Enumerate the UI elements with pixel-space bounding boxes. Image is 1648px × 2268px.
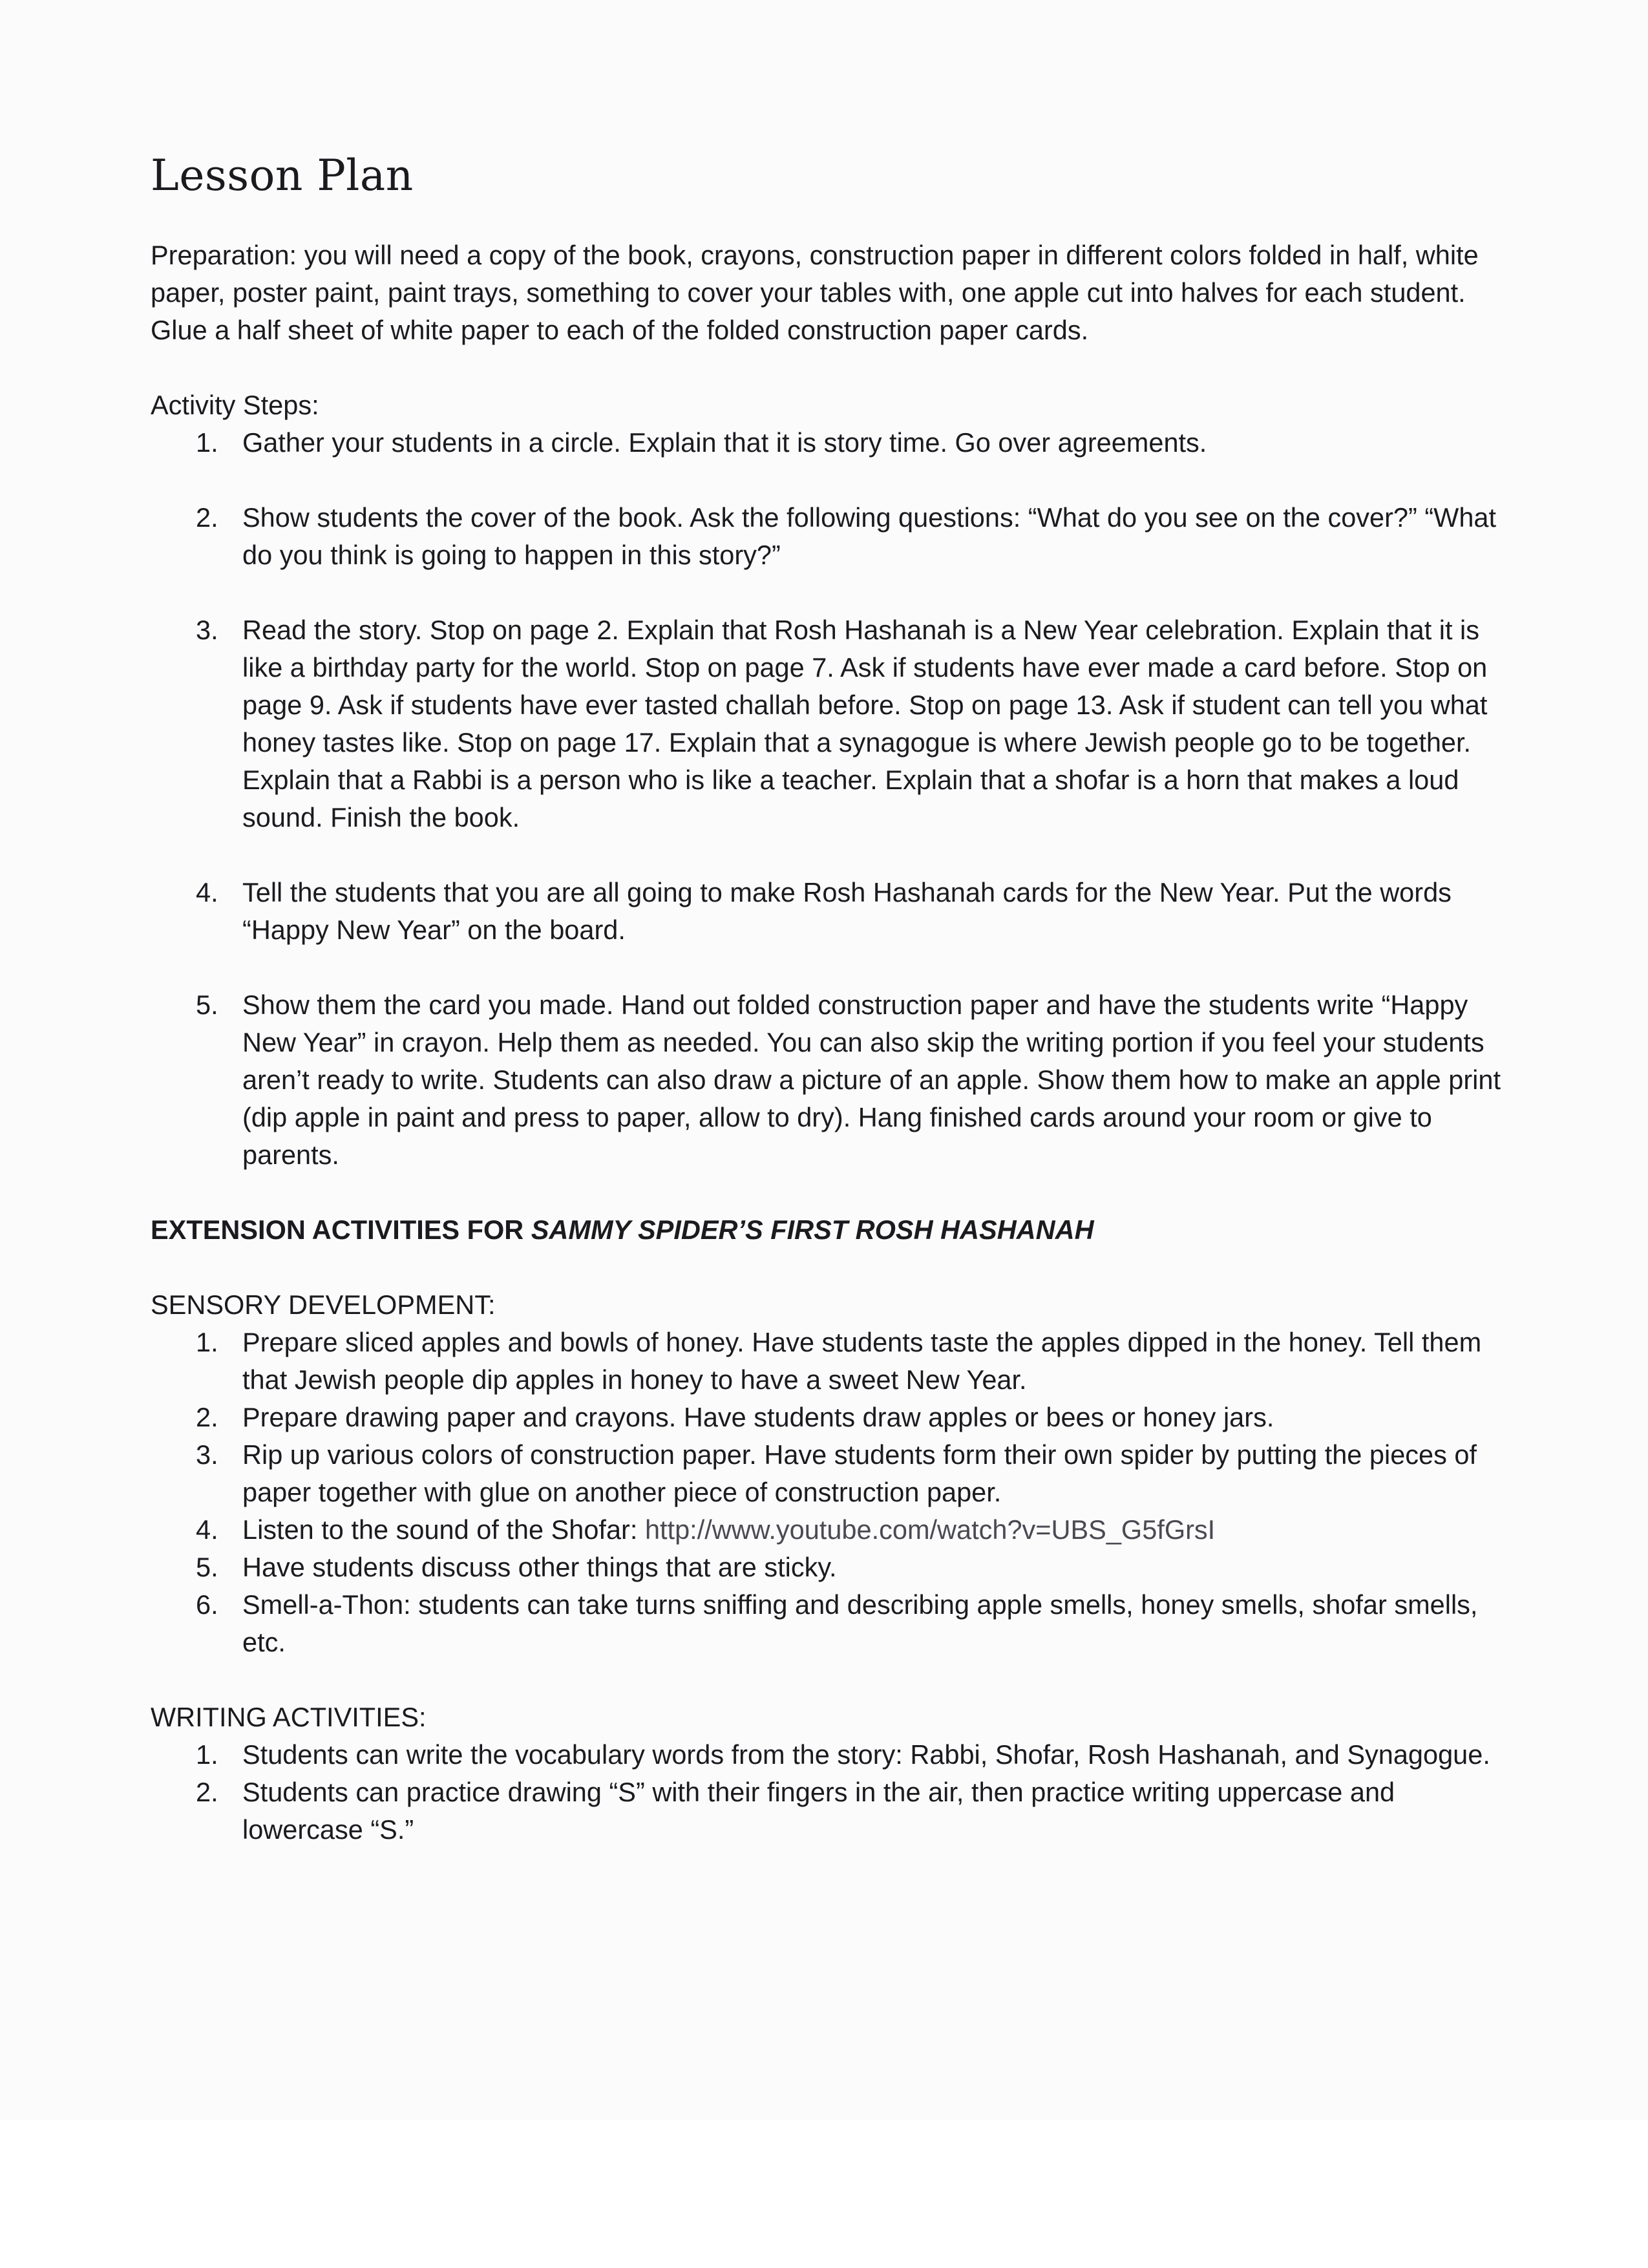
item-number: 5. [196,1552,218,1582]
activity-steps-list [151,424,1514,1174]
item-number: 3. [196,1439,218,1470]
list-item [151,1324,1514,1399]
item-text: Read the story. Stop on page 2. Explain that Rosh Hashanah is a New Year celebration. Explain that it is like a birthday party for the world. Stop on page 7. Ask if students have ever made a card before. Stop on page 9. Ask if students have ever tasted challah before. Stop on page 13. Ask if student can tell you what honey tastes like. Stop on page 17. Explain that a synagogue is where Jewish people go to be together. Explain that a Rabbi is a person who is like a teacher. Explain that a shofar is a horn that makes a loud sound. Finish the book. [242,615,1488,832]
scan-bottom-margin [0,2120,1648,2268]
list-item [151,1436,1514,1511]
item-number: 2. [196,1402,218,1432]
preparation-paragraph: Preparation: you will need a copy of the book, crayons, construction paper in different colors folded in half, white paper, poster paint, paint trays, something to cover your tables with, one apple cut into halves for each student. Glue a half sheet of white paper to each of the folded construction paper cards. [151,240,1479,345]
item-text: Students can write the vocabulary words from the story: Rabbi, Shofar, Rosh Hashanah, and Synagogue. [242,1739,1490,1770]
list-item [151,1774,1514,1849]
list-item [151,986,1514,1174]
list-item [151,1549,1514,1586]
sensory-development-label: SENSORY DEVELOPMENT: [151,1289,496,1320]
shofar-video-link[interactable]: http://www.youtube.com/watch?v=UBS_G5fGrsI [644,1514,1216,1545]
list-item [151,611,1514,836]
item-text: Gather your students in a circle. Explain that it is story time. Go over agreements. [242,427,1207,458]
writing-activities-label: WRITING ACTIVITIES: [151,1702,427,1732]
item-number: 1. [196,427,218,458]
page-title: Lesson Plan [151,151,414,200]
item-text: Prepare sliced apples and bowls of honey. Have students taste the apples dipped in the honey. Tell them that Jewish people dip apples in honey to have a sweet New Year. [242,1327,1482,1395]
extension-heading-prefix: EXTENSION ACTIVITIES FOR [151,1214,531,1245]
lesson-plan-page [151,147,1514,1849]
item-number: 5. [196,990,218,1020]
list-item [151,874,1514,949]
item-number: 2. [196,502,218,533]
list-item [151,424,1514,461]
item-number: 1. [196,1739,218,1770]
item-number: 3. [196,615,218,645]
list-item [151,1586,1514,1661]
writing-activities-list [151,1736,1514,1849]
list-item [151,1736,1514,1774]
item-number: 1. [196,1327,218,1357]
item-text: Rip up various colors of construction paper. Have students form their own spider by putting the pieces of paper together with glue on another piece of construction paper. [242,1439,1477,1507]
item-text: Show students the cover of the book. Ask the following questions: “What do you see on the cover?” “What do you think is going to happen in this story?” [242,502,1497,570]
activity-steps-label: Activity Steps: [151,390,319,420]
item-text: Tell the students that you are all going to make Rosh Hashanah cards for the New Year. Put the words “Happy New Year” on the board. [242,877,1452,945]
sensory-development-list [151,1324,1514,1661]
item-text: Show them the card you made. Hand out folded construction paper and have the students write “Happy New Year” in crayon. Help them as needed. You can also skip the writing portion if you feel your students aren’t ready to write. Students can also draw a picture of an apple. Show them how to make an apple print (dip apple in paint and press to paper, allow to dry). Hang finished cards around your room or give to parents. [242,990,1501,1170]
item-text: Students can practice drawing “S” with their fingers in the air, then practice writing uppercase and lowercase “S.” [242,1777,1395,1845]
item-number: 4. [196,877,218,907]
book-title: SAMMY SPIDER’S FIRST ROSH HASHANAH [531,1214,1094,1245]
list-item [151,1399,1514,1436]
extension-activities-heading [151,1211,1514,1249]
item-text: Smell-a-Thon: students can take turns sniffing and describing apple smells, honey smells, shofar smells, etc. [242,1589,1478,1657]
item-number: 4. [196,1514,218,1545]
item-text: Listen to the sound of the Shofar: [242,1514,645,1545]
item-text: Prepare drawing paper and crayons. Have students draw apples or bees or honey jars. [242,1402,1274,1432]
item-number: 2. [196,1777,218,1807]
item-text: Have students discuss other things that are sticky. [242,1552,837,1582]
list-item [151,499,1514,574]
item-number: 6. [196,1589,218,1620]
list-item [151,1511,1514,1549]
